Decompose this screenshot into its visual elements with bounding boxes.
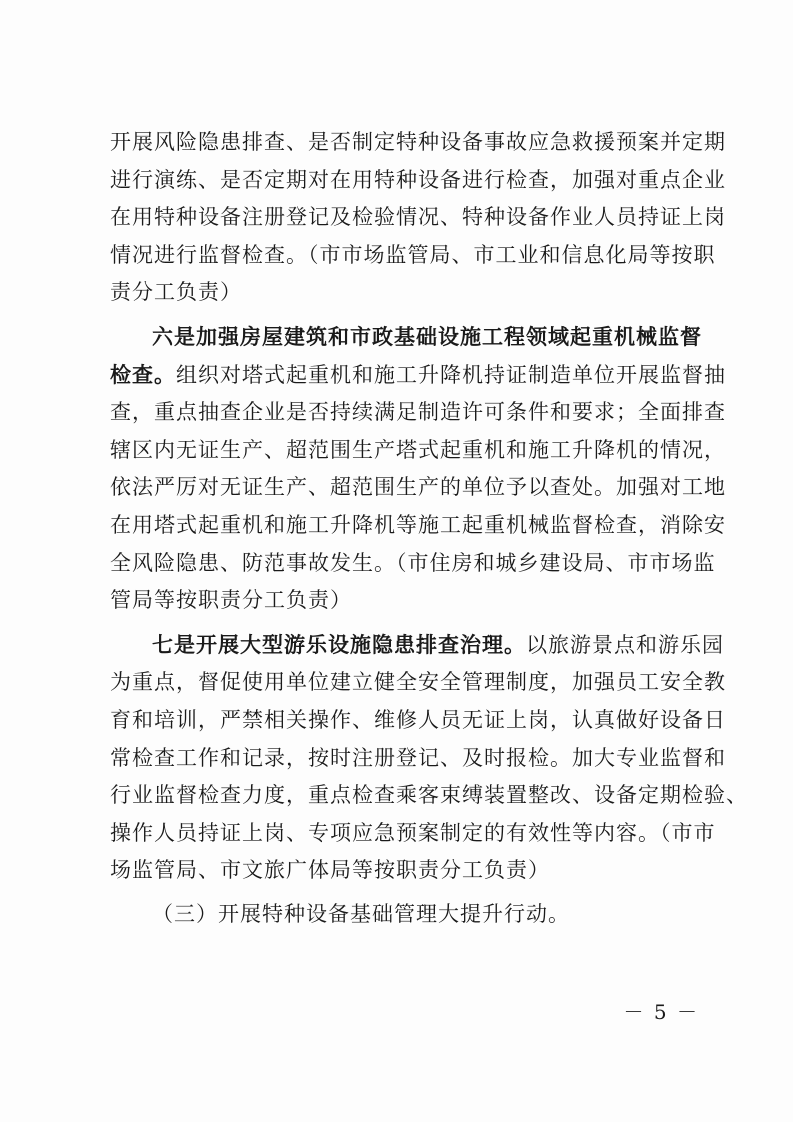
paragraph-continuation [110, 124, 726, 312]
text-line: 查，重点抽查企业是否持续满足制造许可条件和要求；全面排查 [110, 400, 726, 425]
text-line: 操作人员持证上岗、专项应急预案制定的有效性等内容。（市市 [110, 820, 716, 845]
item-seven-heading: 七是开展大型游乐设施隐患排查治理。 [152, 631, 526, 657]
text-line: 为重点，督促使用单位建立健全安全管理制度，加强员工安全教 [110, 670, 726, 695]
text-line [110, 626, 724, 665]
item-six-heading-end: 检查。 [110, 361, 176, 387]
text-line: 依法严厉对无证生产、超范围生产的单位予以查处。加强对工地 [110, 475, 726, 500]
paragraph-item-seven [110, 626, 748, 890]
page-number: － 5 － [623, 1000, 699, 1024]
text-line: 管局等按职责分工负责） [110, 588, 352, 613]
text-line: 在用塔式起重机和施工升降机等施工起重机械监督检查，消除安 [110, 512, 726, 537]
text-line: 全风险隐患、防范事故发生。（市住房和城乡建设局、市市场监 [110, 550, 716, 575]
item-seven-text: 以旅游景点和游乐园 [526, 632, 724, 657]
text-line: 开展风险隐患排查、是否制定特种设备事故应急救援预案并定期 [110, 130, 726, 154]
section-heading [110, 896, 690, 934]
document-body [110, 124, 748, 939]
text-line: 进行演练、是否定期对在用特种设备进行检查，加强对重点企业 [110, 167, 726, 192]
text-line: 常检查工作和记录，按时注册登记、及时报检。加大专业监督和 [110, 745, 726, 770]
text-line [110, 356, 726, 395]
text-line: 行业监督检查力度，重点检查乘客束缚装置整改、设备定期检验、 [110, 783, 748, 808]
item-six-heading: 六是加强房屋建筑和市政基础设施工程领域起重机械监督 [152, 323, 702, 349]
item-six-text: 组织对塔式起重机和施工升降机持证制造单位开展监督抽 [176, 362, 726, 387]
text-line: 辖区内无证生产、超范围生产塔式起重机和施工升降机的情况， [110, 437, 726, 462]
paragraph-item-six [110, 318, 726, 620]
section-three-title: （三）开展特种设备基础管理大提升行动。 [152, 901, 570, 926]
text-line: 场监管局、市文旅广体局等按职责分工负责） [110, 858, 550, 883]
text-line: 责分工负责） [110, 280, 242, 305]
text-line: 情况进行监督检查。（市市场监管局、市工业和信息化局等按职 [110, 242, 716, 267]
text-line: 育和培训，严禁相关操作、维修人员无证上岗，认真做好设备日 [110, 707, 726, 732]
text-line: 在用特种设备注册登记及检验情况、特种设备作业人员持证上岗 [110, 205, 726, 230]
